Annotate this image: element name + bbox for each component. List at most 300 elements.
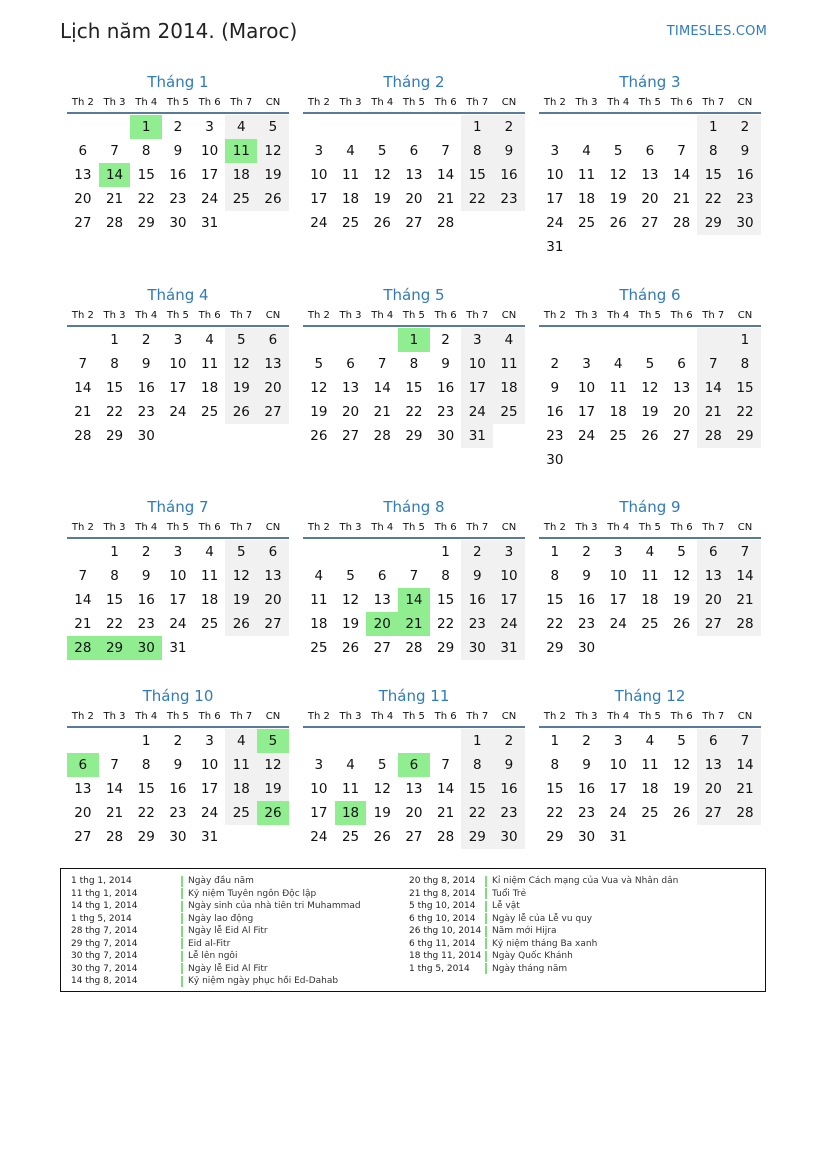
day-cell: 23: [493, 801, 525, 825]
day-cell: 3: [493, 540, 525, 564]
holiday-day-cell: 18: [335, 801, 367, 825]
legend-row: [409, 925, 678, 938]
empty-day-cell: [430, 115, 462, 139]
day-cell: 4: [645, 733, 655, 749]
holiday-day-cell: 20: [366, 612, 398, 636]
day-cell: 1: [550, 544, 560, 560]
month-title: Tháng 8: [383, 498, 445, 516]
day-cell: 15: [729, 376, 761, 400]
day-cell: 28: [373, 428, 391, 444]
day-cell: 6: [677, 356, 686, 372]
day-cell: 29: [546, 640, 564, 656]
day-cell: 23: [546, 428, 564, 444]
day-cell: 21: [697, 400, 729, 424]
weekday-label: CN: [501, 310, 517, 321]
day-cell: 27: [74, 829, 92, 845]
weekday-label: Th 3: [103, 310, 126, 321]
day-cell: 22: [729, 400, 761, 424]
day-cell: 11: [641, 757, 659, 773]
day-cell: 20: [74, 191, 92, 207]
day-cell: 23: [169, 191, 187, 207]
day-cell: 17: [461, 376, 493, 400]
day-cell: 19: [257, 163, 289, 187]
day-cell: 12: [225, 564, 257, 588]
day-cell: 30: [437, 428, 455, 444]
day-cell: 9: [493, 753, 525, 777]
weekday-label: Th 7: [230, 97, 253, 108]
day-cell: 4: [493, 328, 525, 352]
holiday-day-cell: 21: [398, 612, 430, 636]
day-cell: 28: [729, 801, 761, 825]
day-cell: 15: [105, 380, 124, 396]
day-cell: 14: [74, 592, 92, 608]
day-cell: 10: [609, 568, 627, 584]
weekday-label: Th 6: [198, 711, 221, 722]
empty-day-cell: [366, 328, 398, 352]
day-cell: 28: [405, 640, 423, 656]
legend-marker: [181, 963, 183, 974]
month-6: [539, 285, 761, 472]
legend-column-right: [409, 875, 678, 975]
month-title: Tháng 3: [619, 73, 681, 91]
day-cell: 3: [582, 356, 591, 372]
day-cell: 5: [225, 328, 257, 352]
day-cell: 19: [673, 592, 691, 608]
legend-marker: [181, 901, 183, 912]
legend-row: [71, 925, 361, 938]
day-cell: 22: [137, 805, 155, 821]
empty-day-cell: [634, 115, 666, 139]
weekday-label: Th 3: [575, 522, 598, 533]
legend-date: 6 thg 11, 2014: [409, 938, 476, 949]
weekday-label: Th 3: [575, 97, 598, 108]
weekday-header: [67, 710, 289, 728]
weekday-label: Th 7: [230, 522, 253, 533]
day-cell: 14: [437, 781, 455, 797]
weekday-label: Th 6: [670, 310, 693, 321]
empty-day-cell: [398, 115, 430, 139]
holiday-day-cell: 6: [398, 753, 430, 777]
day-cell: 4: [225, 115, 257, 139]
day-cell: 9: [461, 564, 493, 588]
legend-holiday-name: Lễ lên ngôi: [188, 951, 238, 962]
empty-day-cell: [335, 540, 367, 564]
day-cell: 31: [169, 640, 187, 656]
day-cell: 30: [577, 829, 596, 845]
day-cell: 15: [137, 781, 155, 797]
day-cell: 21: [105, 191, 124, 207]
legend-marker: [181, 913, 183, 924]
day-cell: 4: [314, 568, 324, 584]
day-cell: 7: [677, 143, 686, 159]
day-cell: 30: [461, 636, 493, 660]
weekday-label: Th 3: [339, 522, 362, 533]
day-cell: 14: [729, 564, 761, 588]
day-grid: [539, 114, 761, 259]
day-cell: 22: [546, 616, 564, 632]
day-cell: 9: [141, 356, 151, 372]
day-cell: 15: [461, 777, 493, 801]
legend-holiday-name: Ngày lễ của Lễ vu quy: [492, 913, 593, 924]
day-cell: 6: [78, 143, 88, 159]
day-cell: 15: [105, 592, 124, 608]
weekday-label: Th 4: [607, 522, 630, 533]
weekday-label: Th 5: [638, 310, 661, 321]
legend-marker: [181, 938, 183, 949]
day-cell: 17: [201, 781, 219, 797]
weekday-label: Th 4: [371, 711, 394, 722]
day-cell: 2: [493, 115, 525, 139]
day-cell: 30: [493, 825, 525, 849]
day-cell: 25: [310, 640, 328, 656]
weekday-label: Th 4: [371, 522, 394, 533]
weekday-label: Th 3: [339, 310, 362, 321]
weekday-label: Th 6: [670, 522, 693, 533]
day-cell: 22: [461, 801, 493, 825]
day-cell: 12: [257, 753, 289, 777]
legend-row: [71, 963, 361, 976]
weekday-label: CN: [737, 310, 753, 321]
day-cell: 19: [341, 616, 360, 632]
weekday-header: [303, 710, 525, 728]
weekday-label: Th 5: [402, 310, 425, 321]
month-title: Tháng 1: [147, 73, 209, 91]
legend-holiday-name: Tuổi Trẻ: [492, 888, 527, 899]
day-cell: 25: [225, 187, 257, 211]
day-cell: 20: [341, 404, 360, 420]
day-cell: 26: [373, 829, 391, 845]
day-cell: 12: [373, 781, 391, 797]
day-cell: 10: [577, 380, 596, 396]
day-cell: 5: [377, 757, 387, 773]
day-cell: 8: [409, 356, 419, 372]
day-cell: 24: [310, 215, 328, 231]
day-cell: 12: [310, 380, 328, 396]
legend-row: [71, 950, 361, 963]
day-cell: 30: [729, 211, 761, 235]
day-cell: 4: [613, 356, 623, 372]
day-cell: 20: [673, 404, 691, 420]
day-cell: 4: [582, 143, 591, 159]
day-cell: 6: [409, 143, 419, 159]
day-cell: 20: [405, 805, 423, 821]
day-cell: 6: [697, 729, 729, 753]
day-cell: 19: [609, 191, 627, 207]
weekday-label: Th 3: [103, 97, 126, 108]
day-cell: 29: [546, 829, 564, 845]
day-cell: 22: [137, 191, 155, 207]
legend-date: 29 thg 7, 2014: [71, 938, 138, 949]
month-7: [67, 497, 289, 660]
legend-date: 1 thg 1, 2014: [71, 876, 132, 887]
day-cell: 29: [137, 215, 155, 231]
month-title: Tháng 4: [147, 286, 209, 304]
weekday-label: Th 6: [434, 522, 457, 533]
day-cell: 2: [550, 356, 560, 372]
day-cell: 28: [673, 215, 691, 231]
weekday-label: CN: [265, 522, 281, 533]
day-cell: 8: [461, 139, 493, 163]
day-cell: 13: [697, 564, 729, 588]
legend-holiday-name: Ngày sinh của nhà tiên tri Muhammad: [188, 901, 361, 912]
day-cell: 17: [546, 191, 564, 207]
day-cell: 5: [613, 143, 623, 159]
weekday-header: [67, 96, 289, 114]
day-cell: 31: [201, 215, 219, 231]
day-cell: 23: [169, 805, 187, 821]
day-cell: 13: [373, 592, 391, 608]
day-cell: 12: [341, 592, 360, 608]
weekday-header: [303, 521, 525, 539]
weekday-label: Th 6: [434, 711, 457, 722]
day-cell: 10: [461, 352, 493, 376]
legend-date: 30 thg 7, 2014: [71, 951, 138, 962]
day-cell: 2: [582, 733, 591, 749]
day-cell: 19: [310, 404, 328, 420]
legend-column-left: [71, 875, 361, 988]
weekday-label: Th 6: [670, 711, 693, 722]
weekday-label: Th 3: [103, 711, 126, 722]
month-2: [303, 72, 525, 235]
day-cell: 27: [405, 215, 423, 231]
weekday-label: Th 4: [135, 522, 158, 533]
weekday-label: CN: [265, 97, 281, 108]
day-cell: 3: [613, 733, 623, 749]
day-grid: [539, 327, 761, 472]
day-cell: 11: [201, 568, 219, 584]
day-cell: 24: [493, 612, 525, 636]
day-cell: 21: [729, 777, 761, 801]
day-cell: 18: [641, 592, 659, 608]
day-cell: 25: [201, 616, 219, 632]
day-cell: 9: [141, 568, 151, 584]
weekday-label: Th 2: [71, 310, 94, 321]
month-title: Tháng 6: [619, 286, 681, 304]
legend-holiday-name: Năm mới Hijra: [492, 926, 557, 937]
day-cell: 19: [225, 376, 257, 400]
day-cell: 19: [373, 191, 391, 207]
day-cell: 11: [201, 356, 219, 372]
legend-marker: [181, 926, 183, 937]
day-cell: 25: [225, 801, 257, 825]
day-cell: 19: [373, 805, 391, 821]
day-cell: 28: [437, 829, 455, 845]
day-cell: 6: [346, 356, 355, 372]
day-cell: 23: [577, 616, 596, 632]
day-cell: 9: [729, 139, 761, 163]
weekday-label: Th 5: [638, 711, 661, 722]
legend-date: 6 thg 10, 2014: [409, 913, 476, 924]
day-cell: 3: [314, 757, 324, 773]
holiday-day-cell: 11: [225, 139, 257, 163]
legend-row: [409, 950, 678, 963]
day-cell: 21: [373, 404, 391, 420]
day-cell: 16: [577, 781, 596, 797]
empty-day-cell: [602, 328, 634, 352]
day-cell: 13: [341, 380, 360, 396]
weekday-label: CN: [737, 97, 753, 108]
day-cell: 16: [437, 380, 455, 396]
day-cell: 13: [405, 167, 423, 183]
weekday-label: Th 6: [670, 97, 693, 108]
day-cell: 16: [461, 588, 493, 612]
legend-row: [71, 900, 361, 913]
day-cell: 6: [697, 540, 729, 564]
day-cell: 31: [201, 829, 219, 845]
day-cell: 2: [173, 733, 183, 749]
day-cell: 4: [205, 544, 214, 560]
day-cell: 1: [141, 733, 151, 749]
empty-day-cell: [303, 115, 335, 139]
day-cell: 26: [673, 805, 691, 821]
weekday-label: Th 7: [466, 310, 489, 321]
month-12: [539, 686, 761, 849]
day-cell: 9: [550, 380, 560, 396]
day-cell: 16: [546, 404, 564, 420]
weekday-label: Th 6: [434, 97, 457, 108]
day-cell: 3: [173, 544, 183, 560]
day-cell: 27: [257, 400, 289, 424]
day-cell: 1: [697, 115, 729, 139]
weekday-label: CN: [501, 97, 517, 108]
legend-row: [409, 900, 678, 913]
day-cell: 14: [437, 167, 455, 183]
month-title: Tháng 7: [147, 498, 209, 516]
legend-date: 1 thg 5, 2014: [71, 913, 132, 924]
day-cell: 14: [74, 380, 92, 396]
day-cell: 6: [645, 143, 655, 159]
day-cell: 1: [110, 544, 119, 560]
weekday-label: CN: [265, 711, 281, 722]
day-cell: 6: [257, 540, 289, 564]
day-cell: 8: [461, 753, 493, 777]
day-cell: 2: [582, 544, 591, 560]
day-cell: 27: [74, 215, 92, 231]
day-cell: 17: [609, 781, 627, 797]
month-4: [67, 285, 289, 448]
day-cell: 29: [729, 424, 761, 448]
day-cell: 7: [78, 568, 88, 584]
month-5: [303, 285, 525, 448]
weekday-label: Th 7: [230, 310, 253, 321]
day-cell: 23: [577, 805, 596, 821]
day-cell: 10: [546, 167, 564, 183]
legend-row: [409, 888, 678, 901]
day-cell: 27: [257, 612, 289, 636]
weekday-label: Th 5: [166, 522, 189, 533]
weekday-label: Th 2: [71, 97, 94, 108]
day-cell: 14: [673, 167, 691, 183]
day-cell: 3: [205, 733, 214, 749]
empty-day-cell: [366, 729, 398, 753]
empty-day-cell: [666, 115, 698, 139]
day-cell: 11: [341, 167, 360, 183]
day-cell: 8: [110, 356, 119, 372]
weekday-header: [539, 96, 761, 114]
weekday-label: Th 4: [607, 310, 630, 321]
day-cell: 8: [550, 568, 560, 584]
day-cell: 24: [609, 616, 627, 632]
day-cell: 13: [257, 564, 289, 588]
empty-day-cell: [67, 729, 99, 753]
day-cell: 17: [169, 592, 187, 608]
day-cell: 22: [105, 404, 124, 420]
empty-day-cell: [303, 729, 335, 753]
day-cell: 27: [405, 829, 423, 845]
day-cell: 25: [641, 805, 659, 821]
day-cell: 30: [577, 640, 596, 656]
day-cell: 18: [310, 616, 328, 632]
legend-marker: [485, 901, 487, 912]
day-cell: 21: [105, 805, 124, 821]
day-cell: 24: [609, 805, 627, 821]
weekday-header: [67, 521, 289, 539]
day-cell: 11: [609, 380, 627, 396]
day-cell: 3: [613, 544, 623, 560]
weekday-label: Th 2: [307, 310, 330, 321]
day-cell: 9: [173, 757, 183, 773]
day-cell: 9: [493, 139, 525, 163]
day-cell: 2: [461, 540, 493, 564]
day-cell: 24: [169, 404, 187, 420]
day-cell: 15: [546, 781, 564, 797]
day-cell: 28: [74, 428, 92, 444]
day-cell: 7: [729, 729, 761, 753]
day-cell: 30: [169, 829, 187, 845]
day-cell: 12: [641, 380, 659, 396]
day-cell: 8: [729, 352, 761, 376]
day-cell: 18: [609, 404, 627, 420]
weekday-label: CN: [265, 310, 281, 321]
legend-row: [71, 875, 361, 888]
day-cell: 6: [377, 568, 387, 584]
day-cell: 2: [493, 729, 525, 753]
legend-date: 5 thg 10, 2014: [409, 901, 476, 912]
weekday-label: Th 7: [702, 310, 725, 321]
day-cell: 23: [437, 404, 455, 420]
weekday-label: CN: [501, 711, 517, 722]
day-cell: 15: [405, 380, 423, 396]
day-cell: 12: [673, 568, 691, 584]
day-cell: 29: [105, 428, 124, 444]
day-cell: 1: [461, 729, 493, 753]
brand-link[interactable]: TIMESLES.COM: [666, 24, 767, 39]
day-cell: 26: [225, 612, 257, 636]
day-cell: 17: [310, 805, 328, 821]
day-cell: 11: [493, 352, 525, 376]
day-cell: 11: [225, 753, 257, 777]
weekday-label: Th 3: [575, 310, 598, 321]
day-cell: 5: [257, 115, 289, 139]
day-cell: 24: [201, 191, 219, 207]
day-cell: 22: [437, 616, 455, 632]
day-cell: 4: [346, 757, 355, 773]
weekday-label: Th 3: [103, 522, 126, 533]
day-cell: 30: [169, 215, 187, 231]
legend-marker: [181, 951, 183, 962]
empty-day-cell: [430, 729, 462, 753]
day-cell: 22: [105, 616, 124, 632]
day-cell: 17: [609, 592, 627, 608]
day-cell: 21: [74, 404, 92, 420]
legend-date: 30 thg 7, 2014: [71, 963, 138, 974]
holiday-day-cell: 1: [398, 328, 430, 352]
empty-day-cell: [67, 115, 99, 139]
day-cell: 24: [461, 400, 493, 424]
legend-date: 14 thg 1, 2014: [71, 901, 138, 912]
holiday-legend: [60, 868, 766, 992]
empty-day-cell: [539, 115, 571, 139]
